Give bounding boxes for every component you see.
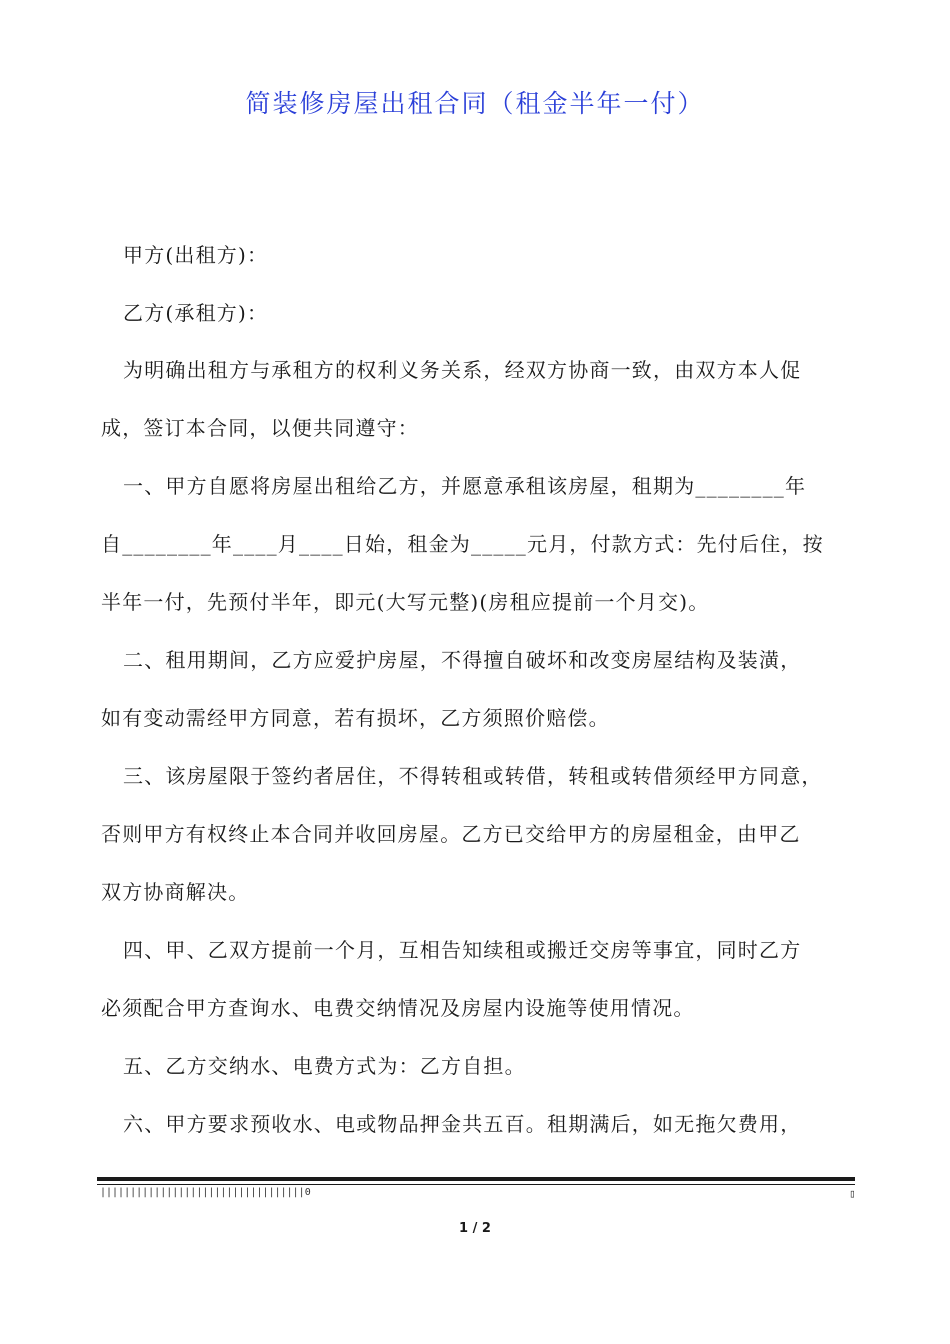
clause-6-line-1: 六、甲方要求预收水、电或物品押金共五百。租期满后，如无拖欠费用， xyxy=(123,1112,802,1136)
clause-4-line-2: 必须配合甲方查询水、电费交纳情况及房屋内设施等使用情况。 xyxy=(101,996,695,1020)
preamble-line-1: 为明确出租方与承租方的权利义务关系，经双方协商一致，由双方本人促 xyxy=(123,358,802,382)
clause-1-line-2: 自________年____月____日始，租金为_____元月，付款方式：先付后住，按 xyxy=(101,532,824,556)
preamble-line-2: 成，签订本合同，以便共同遵守： xyxy=(101,416,419,440)
document-title: 简装修房屋出租合同（租金半年一付） xyxy=(245,89,705,118)
clause-3-line-2: 否则甲方有权终止本合同并收回房屋。乙方已交给甲方的房屋租金，由甲乙 xyxy=(101,822,801,846)
clause-5-line-1: 五、乙方交纳水、电费方式为：乙方自担。 xyxy=(123,1054,526,1078)
party-a-line: 甲方(出租方)： xyxy=(123,243,269,267)
clause-3-line-3: 双方协商解决。 xyxy=(101,880,250,904)
clause-1-line-3: 半年一付，先预付半年，即元(大写元整)(房租应提前一个月交)。 xyxy=(101,590,710,614)
clause-1-line-1: 一、甲方自愿将房屋出租给乙方，并愿意承租该房屋，租期为________年 xyxy=(123,474,807,498)
clause-2-line-2: 如有变动需经甲方同意，若有损坏，乙方须照价赔偿。 xyxy=(101,706,610,730)
clause-2-line-1: 二、租用期间，乙方应爱护房屋，不得擅自破坏和改变房屋结构及装潢， xyxy=(123,648,802,672)
footer-right-glyph: ▯ xyxy=(849,1187,856,1200)
footer-left-text: ||||||||||||||||||||||||||||||||||0 xyxy=(100,1187,311,1198)
party-b-line: 乙方(承租方)： xyxy=(123,301,269,325)
clause-3-line-1: 三、该房屋限于签约者居住，不得转租或转借，转租或转借须经甲方同意， xyxy=(123,764,823,788)
page-number: 1 / 2 xyxy=(459,1221,491,1236)
footer-divider xyxy=(97,1177,855,1185)
clause-4-line-1: 四、甲、乙双方提前一个月，互相告知续租或搬迁交房等事宜，同时乙方 xyxy=(123,938,802,962)
